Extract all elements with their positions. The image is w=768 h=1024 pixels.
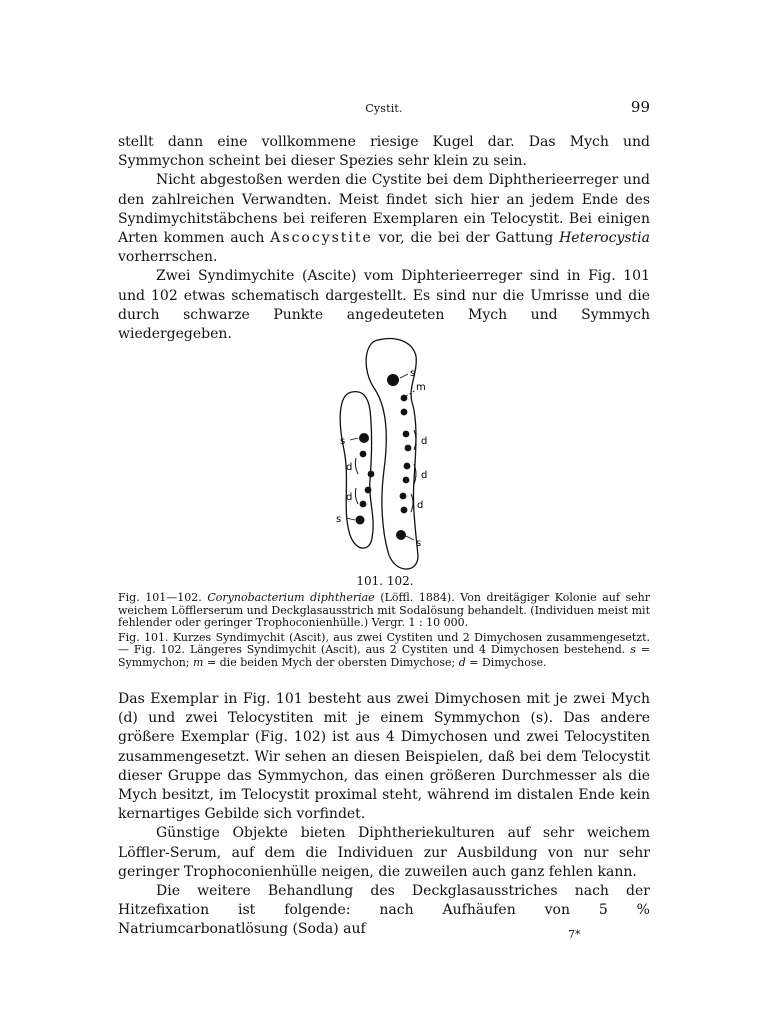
- dimychose-bracket: [411, 494, 413, 512]
- label-d: d: [421, 470, 428, 481]
- label-d: d: [421, 436, 428, 447]
- paragraph: [118, 171, 650, 267]
- caption-symbol: m: [192, 655, 204, 669]
- symmychon-dot: [356, 516, 365, 525]
- caption-text: = die beiden Mych der obersten Dimychose;: [203, 655, 459, 669]
- caption-paragraph: [118, 592, 650, 630]
- text-run: vorherrschen.: [118, 249, 218, 266]
- paragraph: Günstige Objekte bieten Diphtheriekulturen auf sehr weichem Löffler-Serum, auf dem die Individuen zur Ausbildung von nur sehr geringer Trophoconienhülle neigen, die zuweilen auch ganz fehlen kann.: [118, 825, 650, 880]
- species-name: Corynobacterium diphtheriae: [207, 591, 375, 604]
- caption-symbol: d: [458, 655, 466, 669]
- label-s: s: [336, 514, 342, 525]
- caption-text: = Dimychose.: [465, 655, 547, 669]
- dimychose-bracket: [355, 488, 358, 504]
- paragraph: Das Exemplar in Fig. 101 besteht aus zwei Dimychosen mit je zwei Mych (d) und zwei Telocystiten mit je einem Symmychon (s). Das andere größere Exemplar (Fig. 102) ist aus 4 Dimychosen und zwei Telocystiten zusammengesetzt. Wir sehen an diesen Beispielen, daß bei dem Telocystit dieser Gruppe das Symmychon, das einen größeren Durchmesser als die Mych besitzt, im Telocystit proximal steht, während im distalen Ende kein kernartiges Gebilde sich vorfindet.: [118, 691, 650, 823]
- mych-dot: [401, 409, 408, 416]
- label-m: m: [416, 382, 426, 393]
- text-run: vor, die bei der Gattung: [372, 230, 560, 247]
- caption-symbol: s: [630, 643, 636, 656]
- caption-text: Fig. 101. Kurzes Syndimychit (Ascit), aus zwei Cystiten und 2 Dimychosen zusammengesetzt. — Fig. 102. Längeres Syndimychit (Ascit), aus 2 Cystiten und 4 Dimychosen bestehend.: [118, 630, 650, 656]
- symmychon-dot: [387, 374, 399, 386]
- mych-dot: [405, 445, 412, 452]
- paragraph: stellt dann eine vollkommene riesige Kugel dar. Das Mych und Symmychon scheint bei dieser Spezies sehr klein zu sein.: [118, 134, 650, 170]
- figure-101-102: [300, 330, 450, 580]
- caption-text: = Symmychon;: [118, 643, 650, 669]
- signature-mark: 7*: [568, 928, 581, 941]
- mych-dot: [403, 431, 410, 438]
- label-d: d: [346, 462, 353, 473]
- label-s: s: [340, 436, 346, 447]
- figure-caption: [118, 592, 650, 671]
- caption-text: (Löffl. 1884). Von dreitägiger Kolonie auf sehr weichem Löfflerserum und Deckglasausstrich mit Sodalösung behandelt. (Individuen meist mit fehlender oder geringer Trophoconienhülle.) Vergr. 1 : 10 000.: [118, 591, 650, 629]
- mych-dot: [360, 451, 367, 458]
- caption-paragraph: [118, 632, 650, 670]
- running-title: Cystit.: [365, 102, 403, 115]
- mych-dot: [404, 463, 411, 470]
- syndimychit-drawing: [300, 330, 450, 580]
- label-s: s: [416, 538, 422, 549]
- caption-text: Fig. 101—102.: [118, 591, 208, 604]
- label-s: s: [410, 368, 416, 379]
- top-text-block: [118, 133, 650, 344]
- label-d: d: [346, 492, 353, 503]
- page-header: [118, 98, 650, 118]
- page-number: 99: [630, 98, 650, 116]
- paragraph: Zwei Syndimychite (Ascite) vom Diphterieerreger sind in Fig. 101 und 102 etwas schematisch dargestellt. Es sind nur die Umrisse und die durch schwarze Punkte angedeuteten Mych und Symmych wiedergegeben.: [118, 268, 650, 343]
- text-run: Nicht abgestoßen werden die Cystite bei dem Diphtherieerreger und den zahlreichen Verwandten. Meist findet sich hier an jedem Ende des Syndimychitstäbchens bei reiferen Exemplaren ein Telocystit. Bei einigen Arten kommen auch: [118, 172, 650, 247]
- bottom-text-block: [118, 690, 650, 940]
- mych-dot: [365, 487, 372, 494]
- paragraph: Die weitere Behandlung des Deckglasausstriches nach der Hitzefixation ist folgende: nach Aufhäufen von 5 % Natriumcarbonatlösung (Soda) auf: [118, 883, 650, 938]
- mych-dot: [401, 507, 408, 514]
- dimychose-bracket: [355, 458, 358, 474]
- symmychon-dot: [359, 433, 369, 443]
- genus-name: Heterocystia: [559, 230, 650, 247]
- figure-numbers: 101. 102.: [356, 574, 414, 588]
- symmychon-dot: [396, 530, 406, 540]
- mych-dot: [360, 501, 367, 508]
- mych-dot: [368, 471, 375, 478]
- label-d: d: [417, 500, 424, 511]
- mych-dot: [400, 493, 407, 500]
- spaced-term: Ascocystite: [270, 230, 373, 247]
- mych-dot: [403, 477, 410, 484]
